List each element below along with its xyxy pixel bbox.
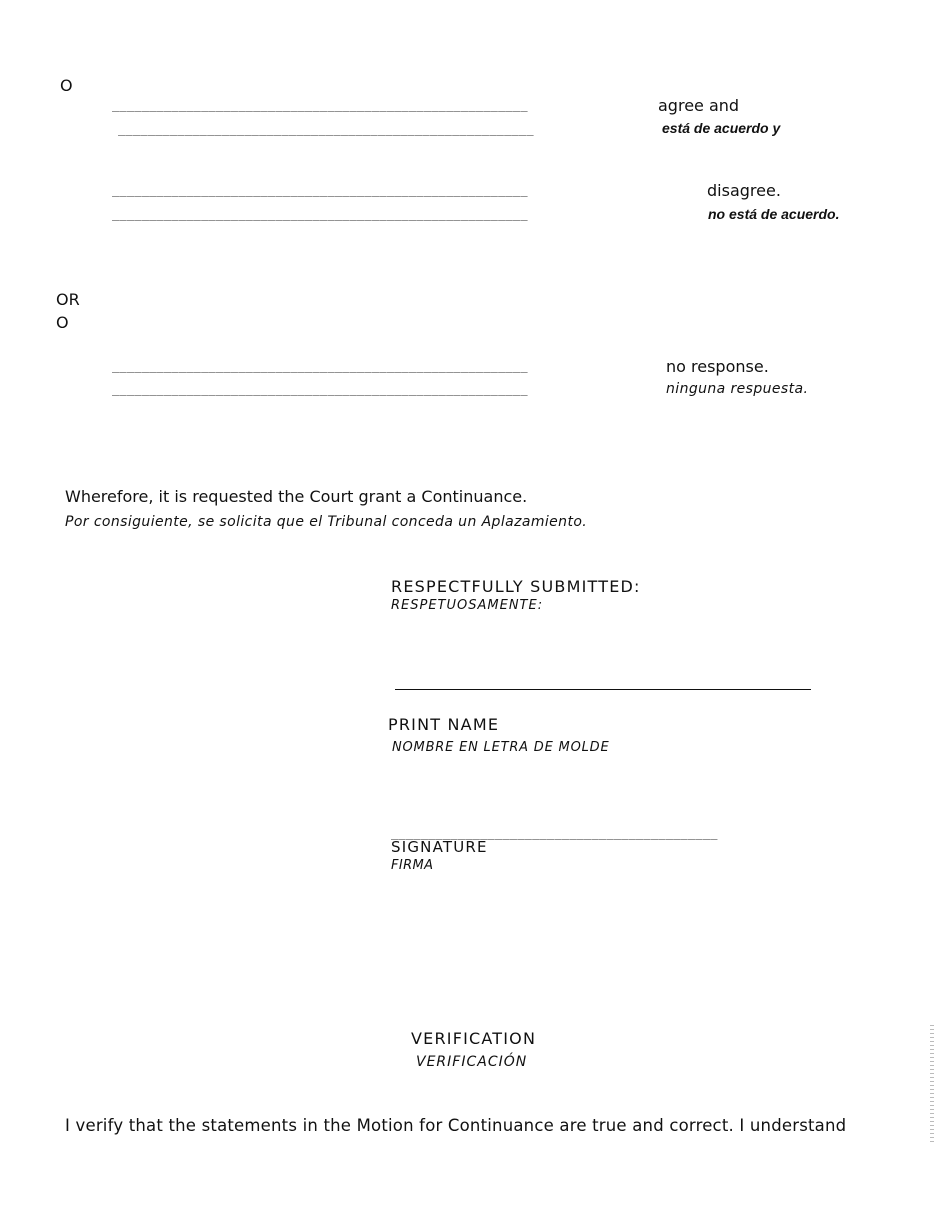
no-response-label-es: ninguna respuesta. xyxy=(666,381,809,397)
no-response-blank-line[interactable]: ________________________________________________________ xyxy=(112,359,528,373)
print-name-label: PRINT NAME xyxy=(388,715,500,734)
agree-label-es: está de acuerdo y xyxy=(662,120,781,136)
scan-edge-artifact xyxy=(930,1025,934,1145)
agree-label: agree and xyxy=(658,96,740,115)
print-name-label-es: NOMBRE EN LETRA DE MOLDE xyxy=(392,740,610,755)
wherefore-statement: Wherefore, it is requested the Court grant a Continuance. xyxy=(65,487,528,506)
signature-blank-line[interactable]: ____________________________________________ xyxy=(391,826,718,840)
respectfully-submitted-heading-es: RESPETUOSAMENTE: xyxy=(391,598,544,613)
no-response-blank-line-es[interactable]: ________________________________________________________ xyxy=(112,382,528,396)
option-marker-o: O xyxy=(60,76,73,95)
signature-label-es: FIRMA xyxy=(391,858,434,873)
respectfully-submitted-heading: RESPECTFULLY SUBMITTED: xyxy=(391,577,641,596)
or-label: OR xyxy=(56,290,80,309)
verification-heading-es: VERIFICACIÓN xyxy=(416,1054,528,1070)
wherefore-statement-es: Por consiguiente, se solicita que el Tribunal conceda un Aplazamiento. xyxy=(65,514,588,530)
or-label-es: O xyxy=(56,313,69,332)
disagree-label: disagree. xyxy=(707,181,781,200)
print-name-line[interactable] xyxy=(395,689,811,690)
signature-label: SIGNATURE xyxy=(391,838,488,856)
verification-statement: I verify that the statements in the Motion for Continuance are true and correct. I understand xyxy=(65,1116,847,1135)
disagree-blank-line[interactable]: ________________________________________________________ xyxy=(112,183,528,197)
agree-blank-line-es[interactable]: ________________________________________________________ xyxy=(118,122,534,136)
verification-heading: VERIFICATION xyxy=(411,1029,537,1048)
disagree-label-es: no está de acuerdo. xyxy=(708,206,840,222)
no-response-label: no response. xyxy=(666,357,769,376)
disagree-blank-line-es[interactable]: ________________________________________________________ xyxy=(112,207,528,221)
agree-blank-line[interactable]: ________________________________________________________ xyxy=(112,98,528,112)
